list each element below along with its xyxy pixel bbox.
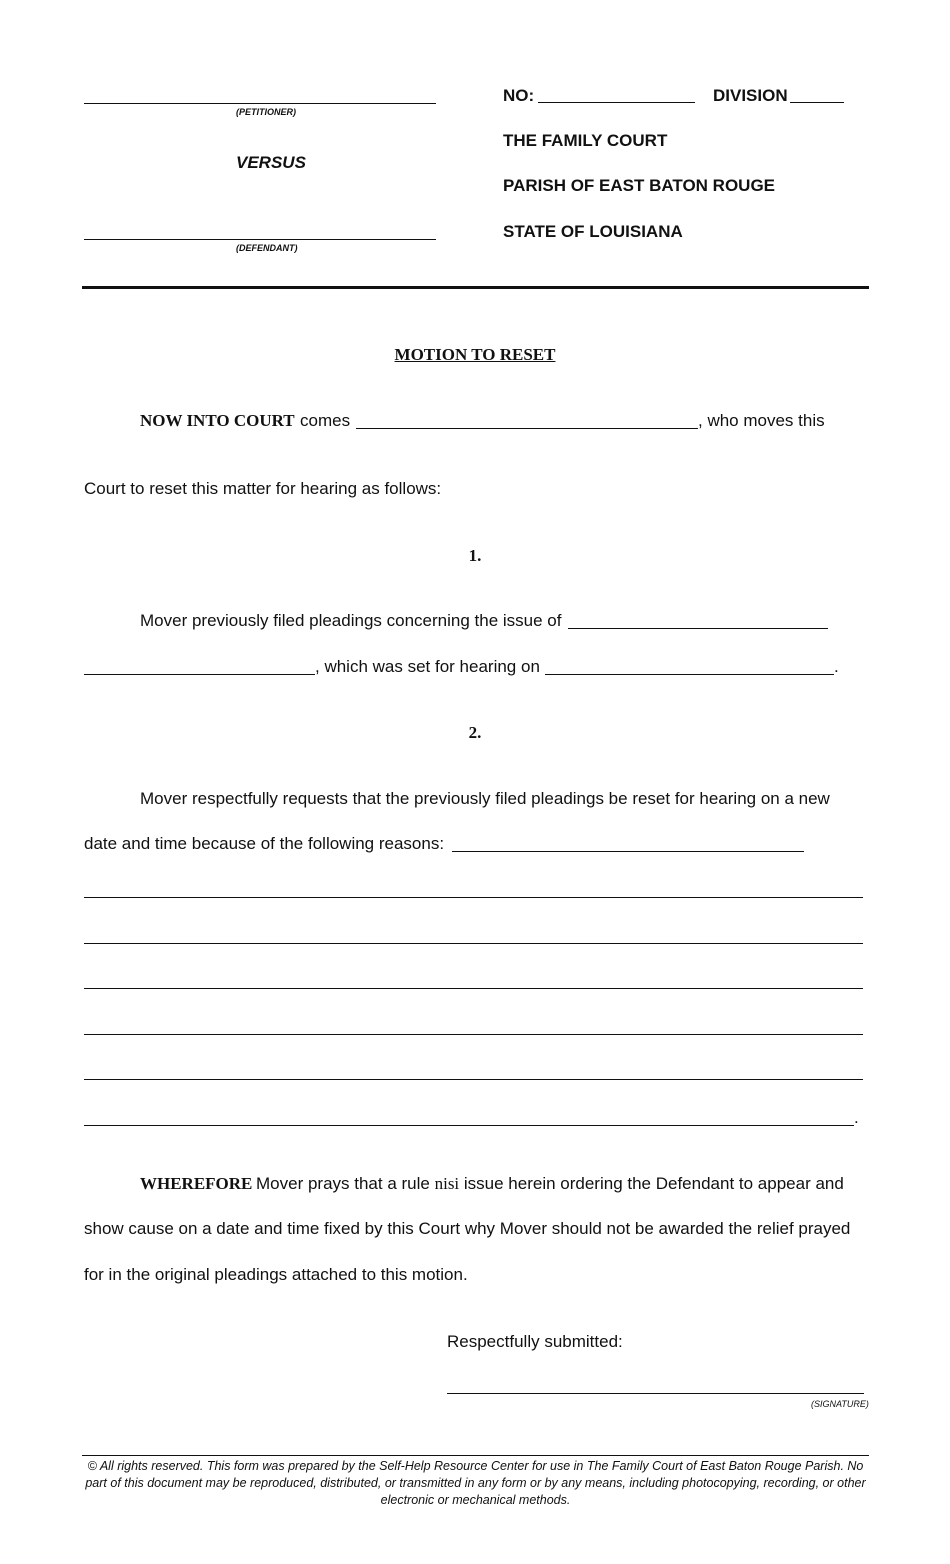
intro-line2: Court to reset this matter for hearing as follows: bbox=[84, 479, 442, 498]
mover-name-field[interactable] bbox=[356, 428, 698, 429]
wherefore-line1 bbox=[256, 1174, 844, 1194]
reasons-line[interactable] bbox=[84, 1034, 863, 1035]
document-title: MOTION TO RESET bbox=[394, 345, 556, 364]
respectfully-submitted: Respectfully submitted: bbox=[447, 1332, 623, 1351]
division-field[interactable] bbox=[790, 102, 844, 103]
parish-name: PARISH OF EAST BATON ROUGE bbox=[503, 176, 776, 195]
footer-rule bbox=[82, 1455, 869, 1456]
section-2-line1: Mover respectfully requests that the previously filed pleadings be reset for hearing on a new bbox=[140, 789, 830, 808]
wherefore-lead: WHEREFORE bbox=[140, 1174, 253, 1193]
state-name: STATE OF LOUISIANA bbox=[503, 222, 683, 241]
petitioner-line[interactable] bbox=[84, 103, 436, 104]
reasons-line[interactable] bbox=[84, 988, 863, 989]
intro-tail: , who moves this bbox=[698, 411, 825, 430]
section-2-number: 2. bbox=[468, 723, 482, 742]
section-1-period: . bbox=[834, 657, 839, 676]
reasons-line[interactable] bbox=[84, 1079, 863, 1080]
wherefore-line1-b: issue herein ordering the Defendant to appear and bbox=[463, 1174, 844, 1193]
court-name: THE FAMILY COURT bbox=[503, 131, 668, 150]
issue-field-1[interactable] bbox=[568, 628, 828, 629]
reasons-period: . bbox=[854, 1108, 859, 1127]
signature-label: (SIGNATURE) bbox=[811, 1399, 869, 1409]
defendant-label: (DEFENDANT) bbox=[236, 243, 298, 253]
reasons-line[interactable] bbox=[84, 943, 863, 944]
case-number-field[interactable] bbox=[538, 102, 695, 103]
issue-field-2[interactable] bbox=[84, 674, 315, 675]
nisi-word: nisi bbox=[434, 1174, 460, 1193]
case-number-label: NO: bbox=[503, 86, 535, 105]
petitioner-label: (PETITIONER) bbox=[236, 107, 297, 117]
division-label: DIVISION bbox=[713, 86, 788, 105]
reasons-line[interactable] bbox=[84, 1125, 854, 1126]
defendant-line[interactable] bbox=[84, 239, 436, 240]
caption-divider bbox=[82, 286, 869, 289]
intro-comes: comes bbox=[300, 411, 351, 430]
section-1-line1: Mover previously filed pleadings concerning the issue of bbox=[140, 611, 562, 630]
section-2-line2: date and time because of the following reasons: bbox=[84, 834, 445, 853]
copyright-notice: © All rights reserved. This form was prepared by the Self-Help Resource Center for use in The Family Court of East Baton Rouge Parish. No part of this document may be reproduced, distributed, or transmitted in any form or by any means, including photocopying, recording, or other electronic or mechanical methods. bbox=[85, 1459, 866, 1507]
signature-line[interactable] bbox=[447, 1393, 864, 1394]
reasons-line[interactable] bbox=[84, 897, 863, 898]
wherefore-line3: for in the original pleadings attached to this motion. bbox=[84, 1265, 468, 1284]
wherefore-line1-a: Mover prays that a rule bbox=[256, 1174, 430, 1193]
wherefore-line2: show cause on a date and time fixed by this Court why Mover should not be awarded the relief prayed bbox=[84, 1219, 851, 1238]
versus-label: VERSUS bbox=[236, 153, 306, 172]
reasons-field-first[interactable] bbox=[452, 851, 804, 852]
section-1-number: 1. bbox=[468, 546, 482, 565]
intro-lead: NOW INTO COURT bbox=[140, 411, 295, 430]
section-1-line2: , which was set for hearing on bbox=[315, 657, 540, 676]
hearing-date-field[interactable] bbox=[545, 674, 834, 675]
